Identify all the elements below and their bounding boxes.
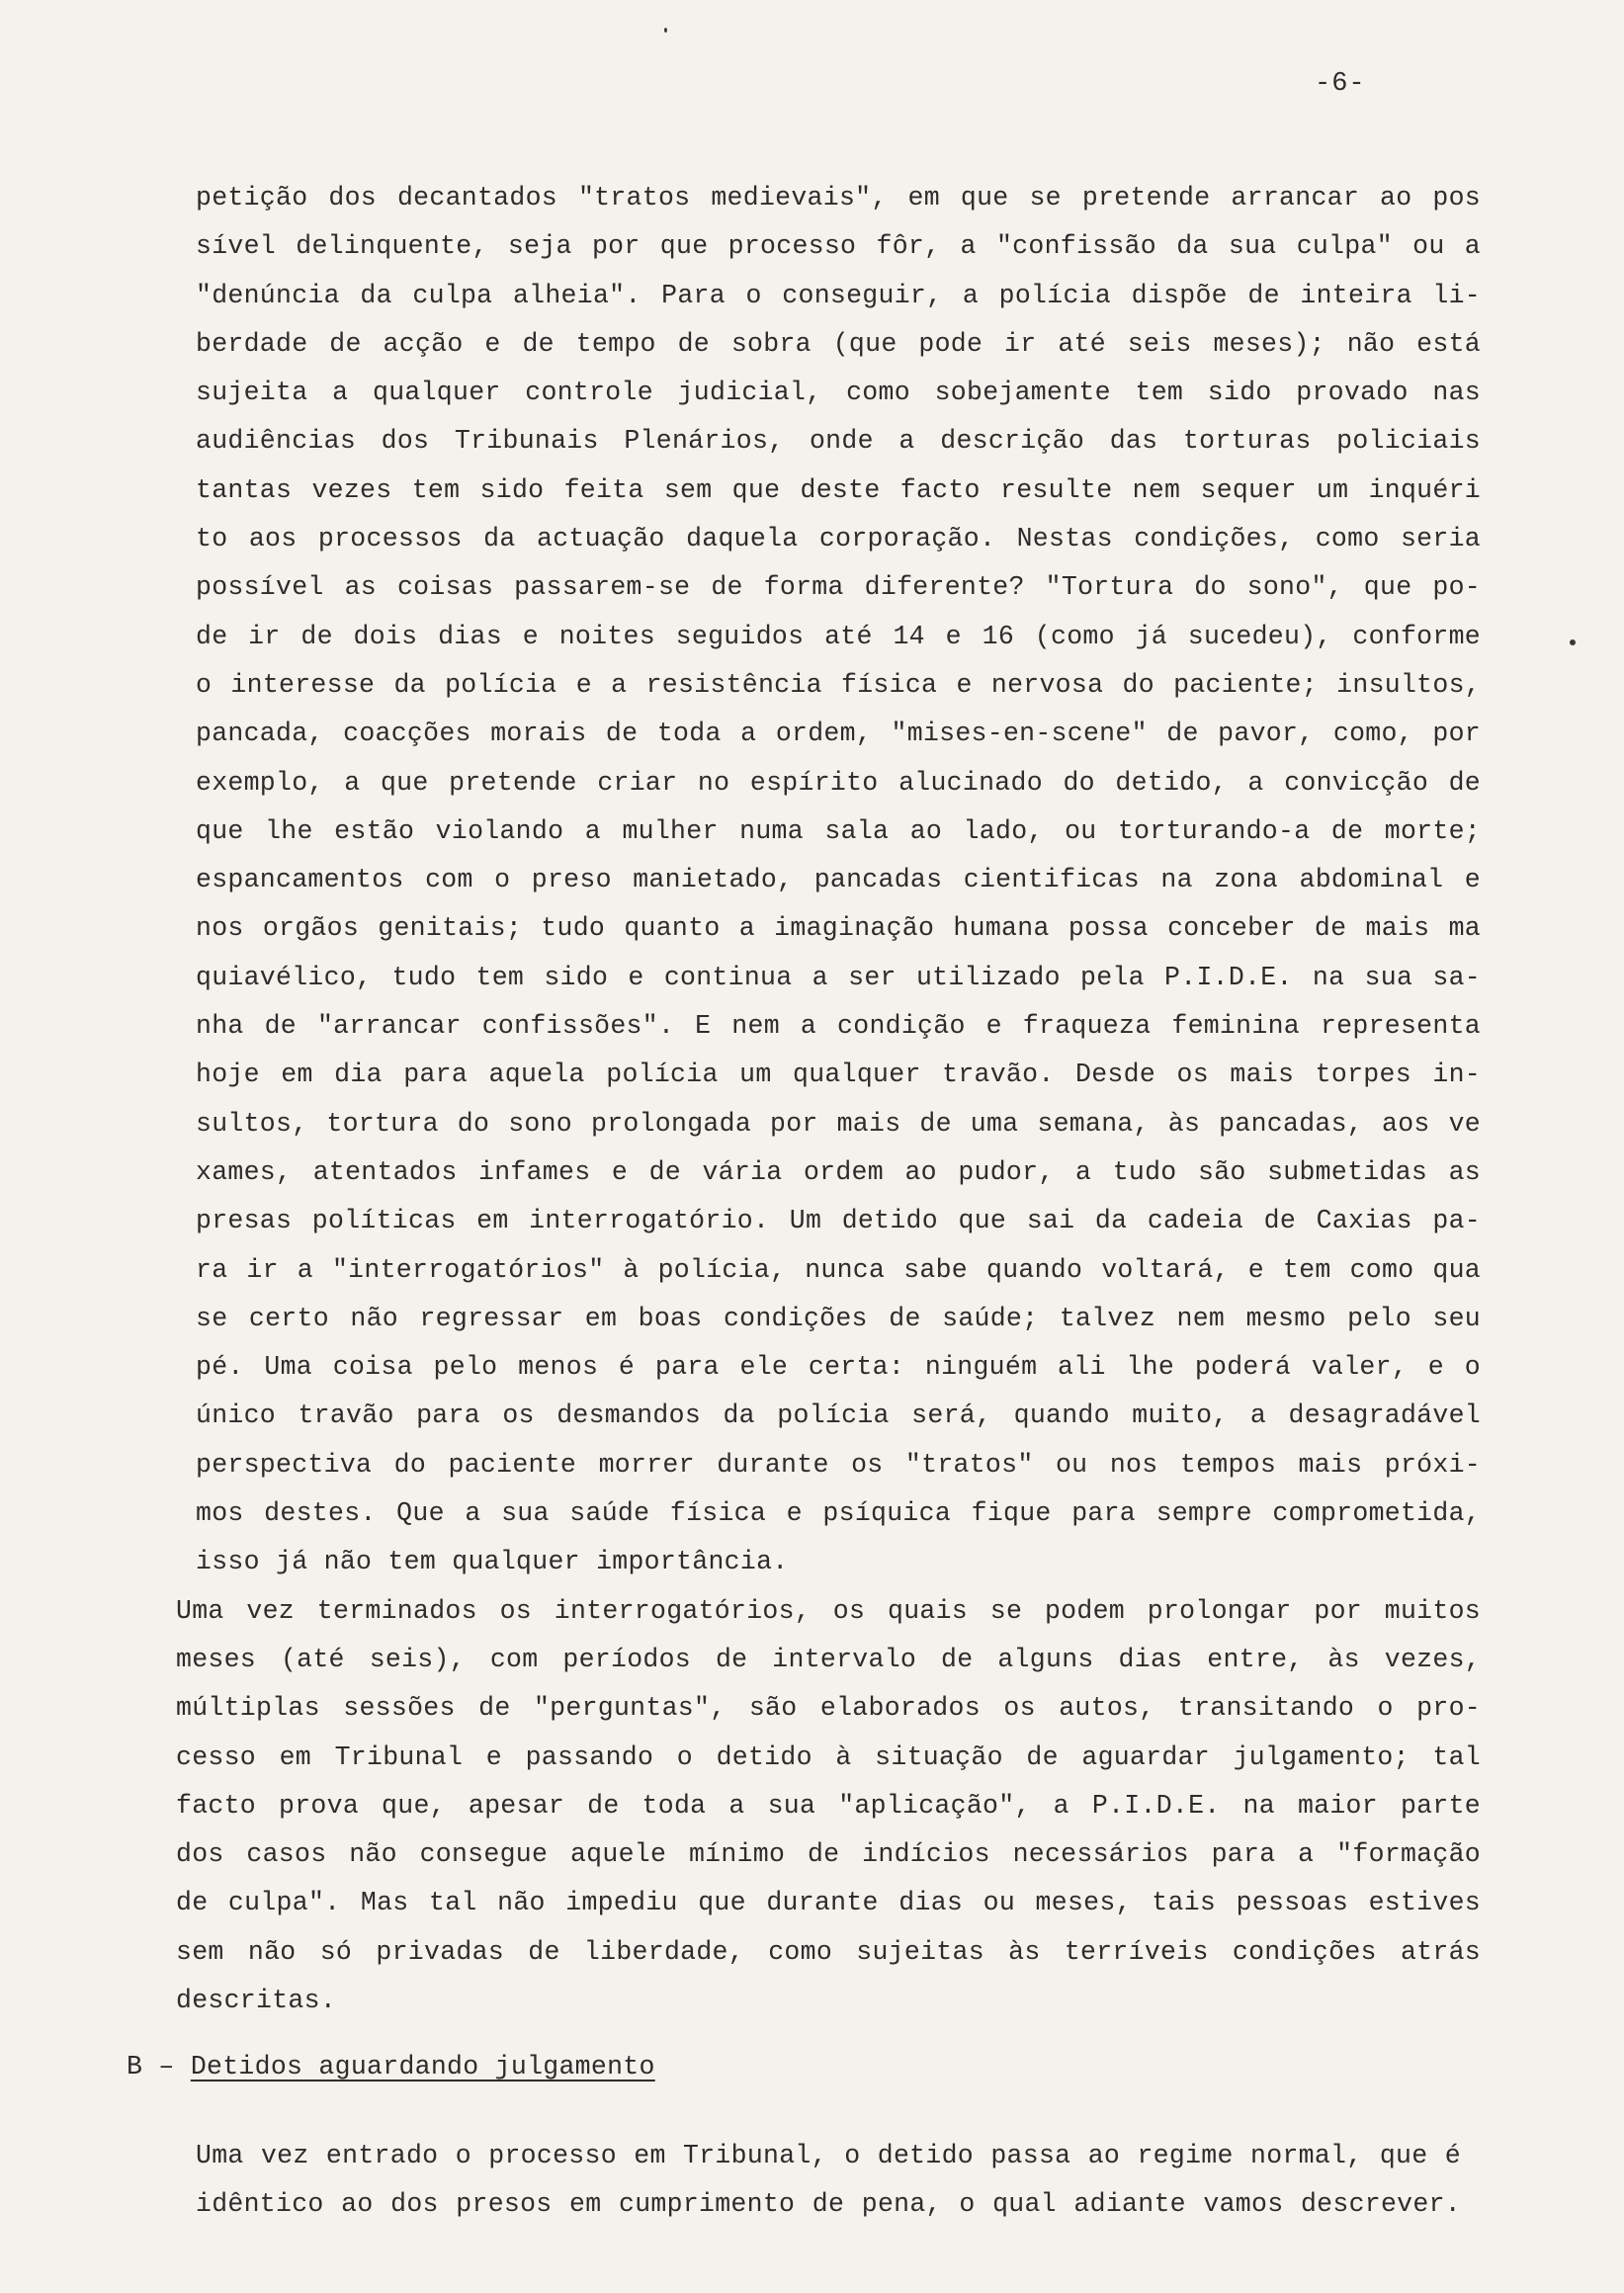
section-title: Detidos aguardando julgamento — [190, 2052, 655, 2081]
text-line: que lhe estão violando a mulher numa sala ao lado, ou torturando-a de morte; — [196, 815, 1481, 846]
text-line: cesso em Tribunal e passando o detido à situação de aguardar julgamento; tal — [176, 1741, 1481, 1772]
text-line: berdade de acção e de tempo de sobra (que pode ir até seis meses); não está — [196, 328, 1481, 359]
text-line: descritas. — [176, 1985, 337, 2015]
text-line: pancada, coacções morais de toda a ordem, "mises-en-scene" de pavor, como, por — [196, 719, 1481, 749]
text-line: de culpa". Mas tal não impediu que durante dias ou meses, tais pessoas estives — [176, 1888, 1481, 1918]
text-line: hoje em dia para aquela polícia um qualquer travão. Desde os mais torpes in- — [196, 1060, 1481, 1090]
text-line: múltiplas sessões de "perguntas", são elaborados os autos, transitando o pro- — [176, 1693, 1481, 1724]
paper-speck — [664, 28, 667, 33]
text-line: Uma vez entrado o processo em Tribunal, o detido passa ao regime normal, que é — [196, 2141, 1461, 2170]
paragraph-1 — [196, 174, 1481, 1587]
text-line: possível as coisas passarem-se de forma diferente? "Tortura do sono", que po- — [196, 572, 1481, 603]
text-line: petição dos decantados "tratos medievais", em que se pretende arrancar ao pos — [196, 183, 1481, 212]
text-line: xames, atentados infames e de vária ordem ao pudor, a tudo são submetidas as — [196, 1156, 1481, 1187]
text-line: sujeita a qualquer controle judicial, como sobejamente tem sido provado nas — [196, 378, 1481, 408]
text-line: sultos, tortura do sono prolongada por mais de uma semana, às pancadas, aos ve — [196, 1108, 1481, 1139]
text-line: exemplo, a que pretende criar no espírito alucinado do detido, a convicção de — [196, 767, 1481, 798]
text-line: único travão para os desmandos da polícia será, quando muito, a desagradável — [196, 1401, 1481, 1431]
text-line: facto prova que, apesar de toda a sua "aplicação", a P.I.D.E. na maior parte — [176, 1790, 1481, 1821]
text-line: Uma vez terminados os interrogatórios, os quais se podem prolongar por muitos — [176, 1595, 1481, 1626]
text-line: "denúncia da culpa alheia". Para o conseguir, a polícia dispõe de inteira li- — [196, 280, 1481, 310]
text-line: de ir de dois dias e noites seguidos até 14 e 16 (como já sucedeu), conforme — [196, 621, 1481, 651]
text-line: nha de "arrancar confissões". E nem a condição e fraqueza feminina representa — [196, 1011, 1481, 1042]
text-line: tantas vezes tem sido feita sem que deste facto resulte nem sequer um inquéri — [196, 474, 1481, 505]
text-line: idêntico ao dos presos em cumprimento de pena, o qual adiante vamos descrever. — [196, 2189, 1461, 2220]
text-line: meses (até seis), com períodos de intervalo de alguns dias entre, às vezes, — [176, 1644, 1481, 1674]
text-line: ra ir a "interrogatórios" à polícia, nunca sabe quando voltará, e tem como qua — [196, 1254, 1481, 1285]
text-line: sível delinquente, seja por que processo fôr, a "confissão da sua culpa" ou a — [196, 231, 1481, 262]
text-line: quiavélico, tudo tem sido e continua a ser utilizado pela P.I.D.E. na sua sa- — [196, 962, 1481, 992]
text-line: isso já não tem qualquer importância. — [196, 1547, 789, 1577]
paper-speck — [1570, 639, 1576, 645]
page-number: -6- — [1315, 69, 1366, 99]
section-b-heading — [127, 2052, 655, 2081]
text-line: audiências dos Tribunais Plenários, onde a descrição das torturas policiais — [196, 426, 1481, 457]
text-line: se certo não regressar em boas condições de saúde; talvez nem mesmo pelo seu — [196, 1303, 1481, 1333]
text-line: sem não só privadas de liberdade, como sujeitas às terríveis condições atrás — [176, 1936, 1481, 1967]
section-dash: – — [158, 2052, 175, 2081]
text-line: espancamentos com o preso manietado, pancadas cientificas na zona abdominal e — [196, 865, 1481, 895]
text-line: pé. Uma coisa pelo menos é para ele certa: ninguém ali lhe poderá valer, e o — [196, 1352, 1481, 1383]
text-line: mos destes. Que a sua saúde física e psíquica fique para sempre comprometida, — [196, 1498, 1481, 1529]
text-line: perspectiva do paciente morrer durante os "tratos" ou nos tempos mais próxi- — [196, 1449, 1481, 1480]
paragraph-2 — [176, 1587, 1481, 2026]
section-b-body — [196, 2132, 1461, 2230]
text-line: dos casos não consegue aquele mínimo de indícios necessários para a "formação — [176, 1839, 1481, 1870]
main-text-block — [176, 174, 1481, 2025]
section-letter: B — [127, 2052, 143, 2081]
text-line: to aos processos da actuação daquela corporação. Nestas condições, como seria — [196, 524, 1481, 554]
text-line: o interesse da polícia e a resistência física e nervosa do paciente; insultos, — [196, 669, 1481, 700]
text-line: presas políticas em interrogatório. Um detido que sai da cadeia de Caxias pa- — [196, 1206, 1481, 1236]
text-line: nos orgãos genitais; tudo quanto a imaginação humana possa conceber de mais ma — [196, 913, 1481, 944]
